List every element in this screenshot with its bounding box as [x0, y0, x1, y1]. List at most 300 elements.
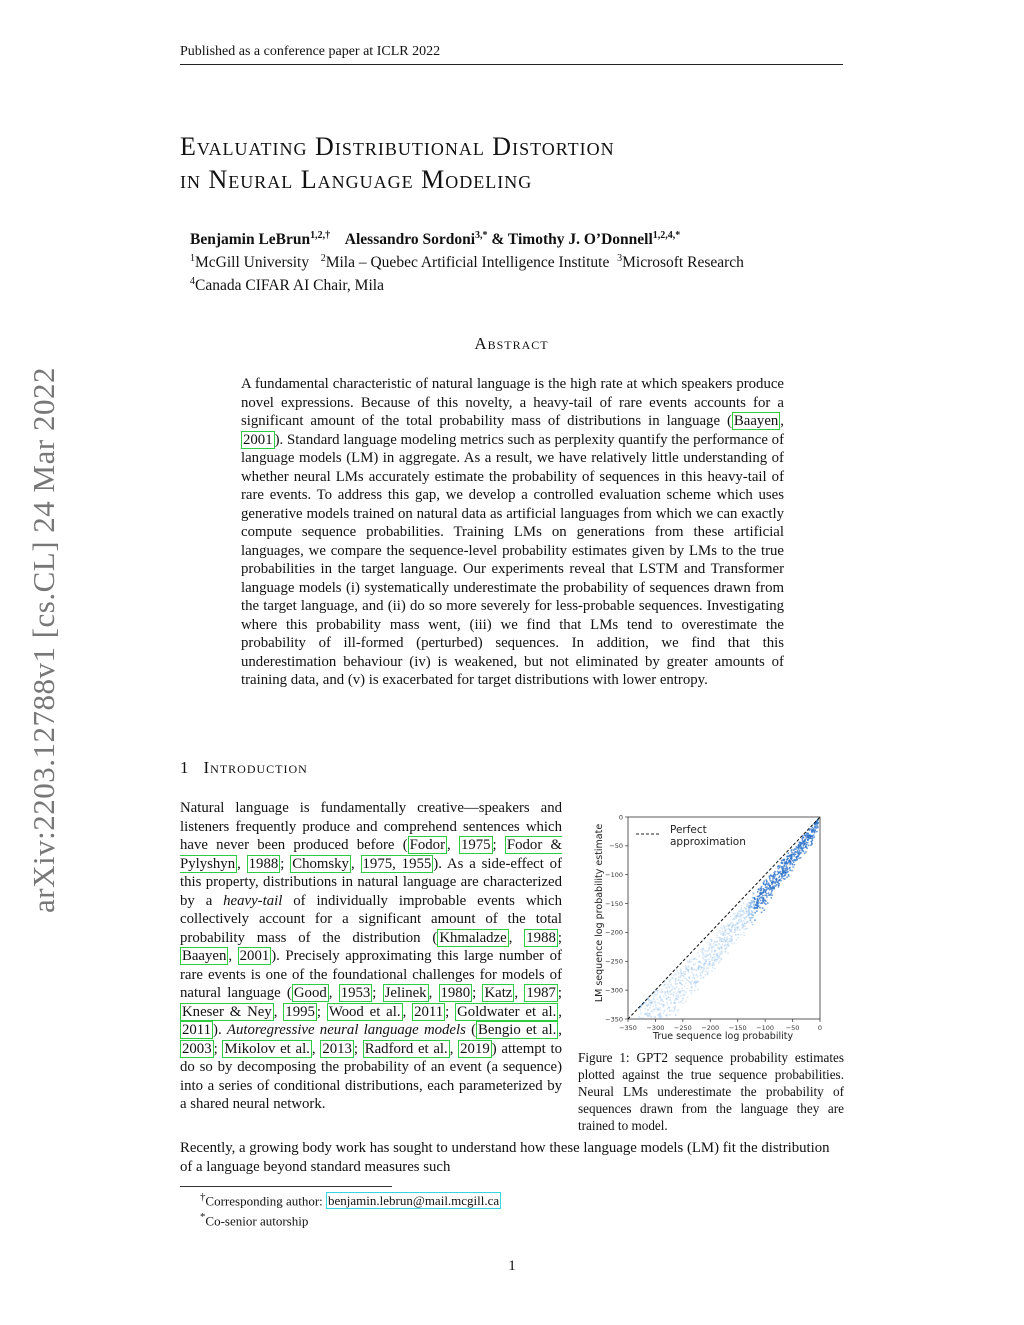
citation-link[interactable]: Fodor & Pylyshyn	[180, 837, 562, 872]
scatter-point	[714, 968, 716, 970]
scatter-point	[673, 995, 675, 997]
scatter-point	[746, 916, 748, 918]
scatter-point	[795, 846, 797, 848]
scatter-point	[684, 977, 686, 979]
arxiv-identifier-text: arXiv:2203.12788v1 [cs.CL] 24 Mar 2022	[26, 367, 61, 913]
scatter-point	[696, 982, 698, 984]
scatter-point	[697, 989, 699, 991]
scatter-point	[787, 863, 789, 865]
scatter-point	[697, 952, 699, 954]
scatter-point	[673, 974, 675, 976]
scatter-point	[694, 981, 696, 983]
scatter-point	[680, 975, 682, 977]
scatter-point	[664, 991, 666, 993]
scatter-point	[807, 839, 809, 841]
citation-link[interactable]: Bengio et al.	[478, 1022, 557, 1038]
scatter-point	[714, 959, 716, 961]
scatter-point	[716, 954, 718, 956]
scatter-point	[727, 925, 729, 927]
scatter-point	[752, 924, 754, 926]
scatter-point	[802, 847, 804, 849]
scatter-point	[741, 914, 743, 916]
scatter-point	[668, 993, 670, 995]
scatter-point	[709, 961, 711, 963]
scatter-point	[703, 948, 705, 950]
scatter-point	[747, 898, 749, 900]
scatter-point	[770, 880, 772, 882]
scatter-point	[717, 947, 719, 949]
scatter-point	[785, 863, 787, 865]
section-heading	[180, 758, 308, 778]
scatter-point	[789, 855, 791, 857]
scatter-point	[689, 990, 691, 992]
scatter-point	[705, 956, 707, 958]
scatter-point	[696, 958, 698, 960]
scatter-point	[680, 970, 682, 972]
scatter-point	[730, 915, 732, 917]
scatter-point	[705, 961, 707, 963]
scatter-point	[728, 945, 730, 947]
scatter-point	[730, 938, 732, 940]
scatter-point	[688, 962, 690, 964]
scatter-point	[700, 969, 702, 971]
scatter-point	[759, 892, 761, 894]
citation-link[interactable]: 1987	[526, 985, 556, 1001]
scatter-point	[669, 1014, 671, 1016]
scatter-point	[707, 967, 709, 969]
scatter-point	[697, 968, 699, 970]
scatter-point	[747, 904, 749, 906]
scatter-point	[689, 977, 691, 979]
affiliations-line-1	[190, 249, 830, 272]
scatter-point	[684, 986, 686, 988]
scatter-point	[787, 871, 789, 873]
scatter-point	[719, 957, 721, 959]
scatter-point	[816, 831, 818, 833]
scatter-point	[728, 941, 730, 943]
scatter-point	[703, 965, 705, 967]
scatter-point	[666, 1015, 668, 1017]
scatter-point	[685, 982, 687, 984]
scatter-point	[744, 907, 746, 909]
scatter-point	[691, 972, 693, 974]
intro-text: ).	[213, 1022, 227, 1038]
scatter-point	[670, 1003, 672, 1005]
citation-link[interactable]: 1975	[460, 837, 491, 853]
scatter-point	[804, 840, 806, 842]
x-tick-label: −350	[619, 1024, 637, 1032]
citation-link[interactable]: 2011	[182, 1022, 212, 1038]
scatter-point	[764, 895, 766, 897]
citation-link[interactable]: 2001	[239, 948, 270, 964]
scatter-point	[644, 1013, 646, 1015]
x-tick-label: −300	[646, 1024, 665, 1032]
citation-link[interactable]: Fodor	[409, 837, 446, 853]
scatter-point	[708, 958, 710, 960]
scatter-point	[708, 963, 710, 965]
scatter-point	[727, 923, 729, 925]
scatter-point	[675, 973, 677, 975]
scatter-point	[670, 993, 672, 995]
scatter-point	[793, 859, 795, 861]
citation-link[interactable]: 1988	[526, 929, 556, 946]
citation-year: 2001	[243, 431, 273, 448]
legend-label-line-1: Perfect	[670, 824, 707, 836]
footnote-1	[200, 1189, 501, 1209]
scatter-point	[690, 961, 692, 963]
y-tick-label: −250	[605, 957, 623, 966]
scatter-point	[695, 985, 697, 987]
scatter-point	[716, 937, 718, 939]
scatter-point	[782, 871, 784, 873]
scatter-point	[712, 960, 714, 962]
scatter-point	[808, 845, 810, 847]
scatter-point	[749, 917, 751, 919]
scatter-point	[768, 887, 770, 889]
scatter-point	[735, 934, 737, 936]
email-link[interactable]: benjamin.lebrun@mail.mcgill.ca	[328, 1193, 500, 1209]
scatter-point	[675, 980, 677, 982]
scatter-point	[702, 949, 704, 951]
scatter-point	[789, 867, 791, 869]
legend-label-line-2: approximation	[670, 836, 746, 848]
scatter-point	[796, 856, 798, 858]
scatter-point	[771, 894, 773, 896]
scatter-point	[770, 888, 772, 890]
scatter-point	[691, 980, 693, 982]
scatter-point	[735, 927, 737, 929]
scatter-point	[746, 921, 748, 923]
x-tick-label: −200	[701, 1024, 720, 1032]
scatter-point	[733, 913, 735, 915]
scatter-point	[787, 858, 789, 860]
citation-link[interactable]: 2013	[322, 1040, 352, 1057]
scatter-point	[691, 967, 693, 969]
citation-link[interactable]: Jelinek	[384, 985, 427, 1001]
scatter-point	[732, 918, 734, 920]
citation-link[interactable]: Kneser & Ney	[182, 1003, 272, 1020]
scatter-point	[771, 889, 773, 891]
scatter-point	[680, 979, 682, 981]
citation-link[interactable]: Good	[293, 985, 327, 1001]
scatter-point	[667, 991, 669, 993]
scatter-point	[725, 948, 727, 950]
scatter-point	[699, 965, 701, 967]
scatter-point	[784, 878, 786, 880]
scatter-point	[746, 913, 748, 915]
scatter-point	[793, 849, 795, 851]
scatter-point	[719, 930, 721, 932]
scatter-point	[706, 967, 708, 969]
scatter-point	[675, 978, 677, 980]
citation-author: Baayen	[733, 413, 779, 429]
scatter-point	[761, 886, 763, 888]
scatter-point	[721, 958, 723, 960]
citation-link[interactable]	[241, 431, 275, 449]
citation-link[interactable]: Mikolov et al.	[224, 1040, 310, 1057]
scatter-point	[745, 928, 747, 930]
scatter-point	[776, 880, 778, 882]
scatter-point	[756, 910, 758, 912]
citation-link[interactable]: Goldwater et al.	[457, 1003, 557, 1020]
scatter-point	[712, 967, 714, 969]
scatter-point	[674, 1005, 676, 1007]
scatter-point	[754, 919, 756, 921]
scatter-point	[758, 889, 760, 891]
x-tick-label: 0	[817, 1024, 823, 1032]
scatter-point	[765, 900, 767, 902]
scatter-point	[805, 846, 807, 848]
scatter-point	[664, 1010, 666, 1012]
scatter-point	[719, 943, 721, 945]
scatter-point	[711, 951, 713, 953]
intro-text: ) attempt to do so by decomposing the probability of an event (a sequence) into a series of conditional distributions, each parameterized by a shared neural network.	[180, 1040, 562, 1112]
scatter-point	[712, 957, 714, 959]
scatter-point	[771, 883, 773, 885]
scatter-point	[670, 997, 672, 999]
scatter-point	[693, 969, 695, 971]
scatter-point	[748, 912, 750, 914]
scatter-point	[712, 946, 714, 948]
scatter-point	[808, 835, 810, 837]
scatter-point	[660, 1009, 662, 1011]
citation-link[interactable]: 2019	[460, 1040, 490, 1057]
scatter-point	[638, 1016, 640, 1018]
scatter-point	[780, 871, 782, 873]
scatter-point	[744, 919, 746, 921]
scatter-point	[647, 1005, 649, 1007]
scatter-point	[770, 897, 772, 899]
scatter-point	[700, 975, 702, 977]
scatter-point	[667, 983, 669, 985]
scatter-point	[682, 980, 684, 982]
y-axis-label: LM sequence log probability estimate	[594, 823, 605, 1003]
figure-caption	[578, 1049, 844, 1134]
scatter-point	[707, 950, 709, 952]
legend	[636, 824, 746, 848]
scatter-point	[799, 845, 801, 847]
scatter-point	[727, 944, 729, 946]
scatter-point	[786, 876, 788, 878]
y-tick-label: −350	[605, 1015, 623, 1024]
scatter-point	[731, 931, 733, 933]
scatter-point	[701, 972, 703, 974]
scatter-point	[741, 921, 743, 923]
scatter-point	[648, 999, 650, 1001]
scatter-point	[759, 895, 761, 897]
scatter-point	[678, 976, 680, 978]
scatter-point	[724, 928, 726, 930]
scatter-point	[814, 825, 816, 827]
affiliations-line-2	[190, 272, 830, 295]
scatter-point	[677, 1009, 679, 1011]
scatter-point	[802, 839, 804, 841]
citation-link[interactable]: 2003	[182, 1040, 212, 1057]
scatter-point	[765, 903, 767, 905]
scatter-point	[709, 953, 711, 955]
scatter-point	[654, 1016, 656, 1018]
aff4-sup: 4	[190, 276, 195, 288]
scatter-point	[680, 968, 682, 970]
scatter-point	[811, 841, 813, 843]
citation-link[interactable]: 1953	[340, 985, 371, 1001]
scatter-point	[665, 995, 667, 997]
citation-link[interactable]: Wood et al.	[328, 1003, 401, 1020]
scatter-point	[681, 973, 683, 975]
citation-link[interactable]: 1975, 1955	[362, 855, 432, 872]
scatter-point	[743, 920, 745, 922]
scatter-point	[655, 1004, 657, 1006]
scatter-point	[765, 891, 767, 893]
scatter-point	[724, 948, 726, 950]
scatter-chart	[576, 805, 844, 1045]
scatter-point	[698, 966, 700, 968]
scatter-point	[687, 970, 689, 972]
citation-link[interactable]: Katz	[484, 985, 513, 1001]
scatter-point	[667, 1008, 669, 1010]
scatter-point	[660, 996, 662, 998]
scatter-point	[761, 912, 763, 914]
scatter-point	[661, 1003, 663, 1005]
scatter-point	[759, 907, 761, 909]
scatter-point	[687, 960, 689, 962]
scatter-point	[725, 941, 727, 943]
title-line-2: in Neural Language Modeling	[180, 165, 533, 194]
scatter-point	[691, 983, 693, 985]
scatter-point	[654, 1002, 656, 1004]
scatter-point	[669, 986, 671, 988]
scatter-point	[743, 912, 745, 914]
scatter-point	[646, 1014, 648, 1016]
citation-link[interactable]	[732, 412, 780, 430]
scatter-point	[788, 860, 790, 862]
scatter-point	[678, 1002, 680, 1004]
scatter-point	[721, 931, 723, 933]
scatter-point	[705, 974, 707, 976]
scatter-point	[757, 891, 759, 893]
intro-text: ). As a side-effect of this property, distributions in natural language are characterized by a	[180, 855, 562, 909]
scatter-point	[723, 933, 725, 935]
scatter-point	[739, 915, 741, 917]
scatter-point	[653, 996, 655, 998]
scatter-point	[739, 911, 741, 913]
scatter-point	[742, 924, 744, 926]
scatter-point	[640, 1009, 642, 1011]
scatter-point	[725, 951, 727, 953]
scatter-point	[762, 895, 764, 897]
scatter-point	[683, 976, 685, 978]
scatter-point	[670, 984, 672, 986]
scatter-point	[723, 926, 725, 928]
scatter-point	[770, 892, 772, 894]
scatter-point	[669, 1009, 671, 1011]
scatter-point	[713, 943, 715, 945]
scatter-point	[697, 976, 699, 978]
scatter-point	[657, 1002, 659, 1004]
citation-link[interactable]: Khmaladze	[439, 929, 507, 946]
section-title: Introduction	[203, 758, 308, 777]
citation-link[interactable]: 1995	[285, 1003, 315, 1020]
scatter-point	[698, 955, 700, 957]
scatter-point	[684, 973, 686, 975]
scatter-point	[693, 964, 695, 966]
scatter-point	[731, 929, 733, 931]
scatter-point	[754, 898, 756, 900]
scatter-point	[723, 941, 725, 943]
scatter-point	[735, 917, 737, 919]
scatter-point	[689, 960, 691, 962]
scatter-point	[722, 928, 724, 930]
x-tick-label: −250	[673, 1024, 692, 1032]
scatter-point	[741, 907, 743, 909]
scatter-point	[757, 898, 759, 900]
citation-link[interactable]: 1988	[248, 855, 279, 872]
scatter-point	[741, 905, 743, 907]
citation-link[interactable]: Baayen	[182, 948, 227, 964]
scatter-point	[714, 953, 716, 955]
y-tick-label: −100	[605, 871, 623, 880]
scatter-point	[813, 829, 815, 831]
citation-link[interactable]: 2011	[414, 1003, 444, 1020]
scatter-point	[798, 857, 800, 859]
citation-link[interactable]: 1980	[440, 985, 471, 1001]
author-2: Alessandro Sordoni	[344, 231, 476, 249]
y-tick-label: −300	[605, 986, 623, 995]
scatter-point	[650, 999, 652, 1001]
scatter-point	[703, 971, 705, 973]
scatter-point	[660, 998, 662, 1000]
scatter-point	[649, 1013, 651, 1015]
scatter-point	[659, 1003, 661, 1005]
scatter-point	[716, 941, 718, 943]
scatter-point	[700, 967, 702, 969]
citation-link[interactable]: Radford et al.	[364, 1040, 448, 1057]
scatter-point	[786, 856, 788, 858]
scatter-point	[752, 892, 754, 894]
scatter-point	[688, 971, 690, 973]
scatter-point	[814, 832, 816, 834]
scatter-point	[698, 961, 700, 963]
scatter-point	[798, 852, 800, 854]
scatter-point	[727, 938, 729, 940]
scatter-point	[747, 905, 749, 907]
scatter-point	[653, 999, 655, 1001]
scatter-point	[766, 886, 768, 888]
scatter-point	[800, 857, 802, 859]
scatter-point	[719, 960, 721, 962]
scatter-point	[686, 979, 688, 981]
scatter-point	[807, 842, 809, 844]
scatter-point	[785, 872, 787, 874]
intro-text: of individually improbable events which collectively account for a significant amount of the total probability mass of the distribution (	[180, 892, 562, 946]
scatter-point	[791, 852, 793, 854]
scatter-point	[708, 971, 710, 973]
section-number: 1	[180, 758, 190, 777]
scatter-point	[662, 1001, 664, 1003]
scatter-point	[682, 1002, 684, 1004]
footnote-1-symbol: †	[200, 1191, 206, 1203]
scatter-point	[726, 933, 728, 935]
scatter-point	[706, 942, 708, 944]
scatter-point	[740, 934, 742, 936]
scatter-point	[704, 950, 706, 952]
citation-link[interactable]: Chomsky	[292, 855, 349, 872]
scatter-point	[708, 965, 710, 967]
scatter-point	[727, 952, 729, 954]
scatter-point	[652, 1011, 654, 1013]
scatter-point	[704, 959, 706, 961]
scatter-point	[729, 932, 731, 934]
